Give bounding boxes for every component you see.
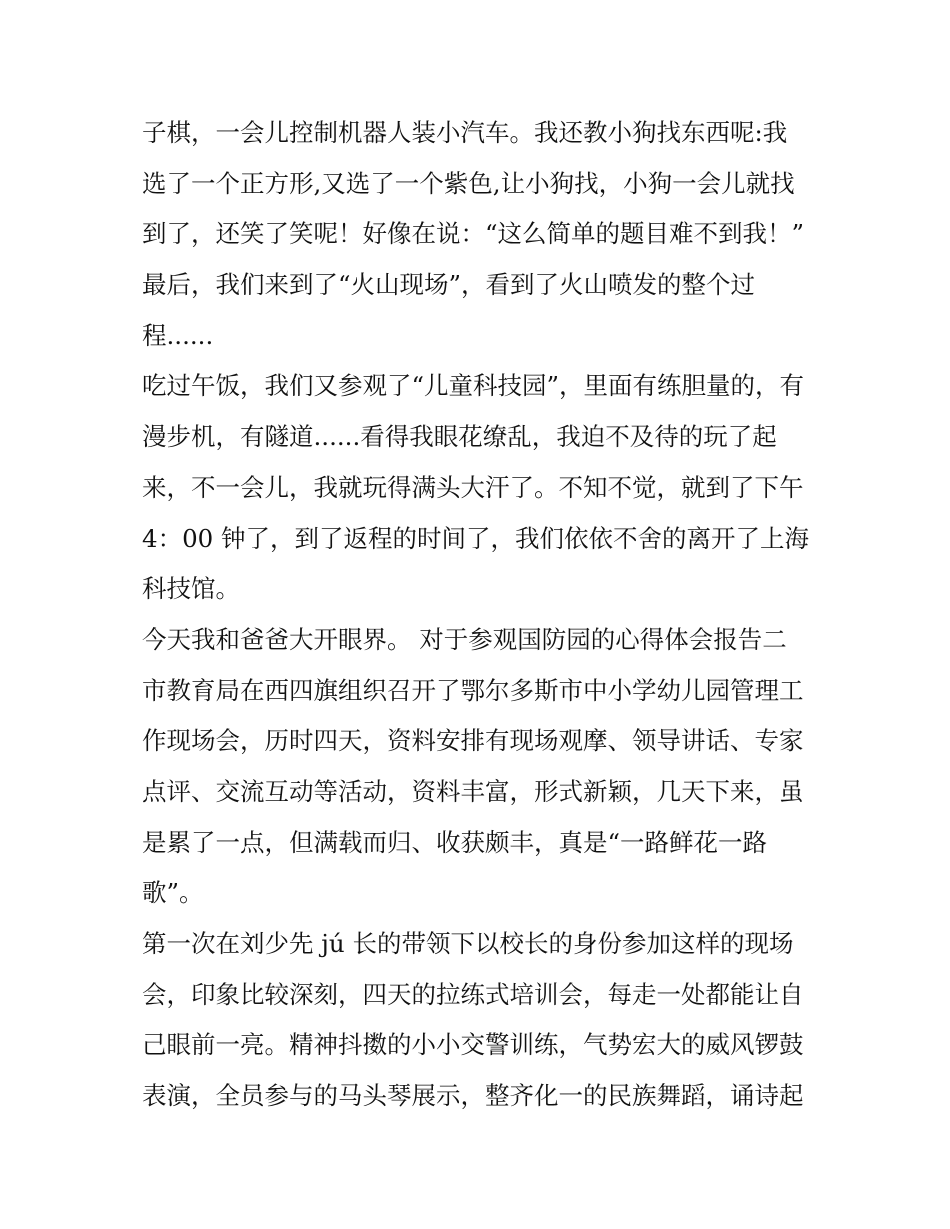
text-line: 会，印象比较深刻，四天的拉练式培训会，每走一处都能让自 bbox=[142, 979, 804, 1009]
body-text bbox=[142, 108, 822, 1122]
text-line: 科技馆。 bbox=[142, 574, 240, 604]
text-line: 己眼前一亮。精神抖擞的小小交警训练，气势宏大的威风锣鼓 bbox=[142, 1030, 804, 1060]
text-line: 作现场会，历时四天，资料安排有现场观摩、领导讲话、专家 bbox=[142, 726, 804, 756]
text-line: 4：00 钟了，到了返程的时间了，我们依依不舍的离开了上海 bbox=[142, 523, 810, 553]
text-line: 最后，我们来到了“火山现场”，看到了火山喷发的整个过 bbox=[142, 270, 756, 300]
text-line: 来，不一会儿，我就玩得满头大汗了。不知不觉，就到了下午 bbox=[142, 472, 804, 502]
text-line: 点评、交流互动等活动，资料丰富，形式新颖，几天下来，虽 bbox=[142, 776, 804, 806]
text-line: 到了，还笑了笑呢！好像在说：“这么简单的题目难不到我！” bbox=[142, 219, 805, 249]
text-line: 程...... bbox=[142, 320, 214, 350]
text-line: 歌”。 bbox=[142, 878, 204, 908]
text-line: 市教育局在西四旗组织召开了鄂尔多斯市中小学幼儿园管理工 bbox=[142, 675, 804, 705]
text-line: 吃过午饭，我们又参观了“儿童科技园”，里面有练胆量的，有 bbox=[142, 371, 805, 401]
text-line: 今天我和爸爸大开眼界。 对于参观国防园的心得体会报告二 bbox=[142, 624, 787, 654]
text-line: 子棋，一会儿控制机器人装小汽车。我还教小狗找东西呢:我 bbox=[142, 118, 788, 147]
text-line: 选了一个正方形,又选了一个紫色,让小狗找，小狗一会儿就找 bbox=[142, 168, 795, 198]
text-line: 是累了一点，但满载而归、收获颇丰，真是“一路鲜花一路 bbox=[142, 827, 768, 857]
text-line: 第一次在刘少先 jú 长的带领下以校长的身份参加这样的现场 bbox=[142, 929, 794, 958]
text-line: 漫步机，有隧道......看得我眼花缭乱，我迫不及待的玩了起 bbox=[142, 422, 777, 452]
text-line: 表演，全员参与的马头琴展示，整齐化一的民族舞蹈，诵诗起 bbox=[142, 1081, 804, 1111]
